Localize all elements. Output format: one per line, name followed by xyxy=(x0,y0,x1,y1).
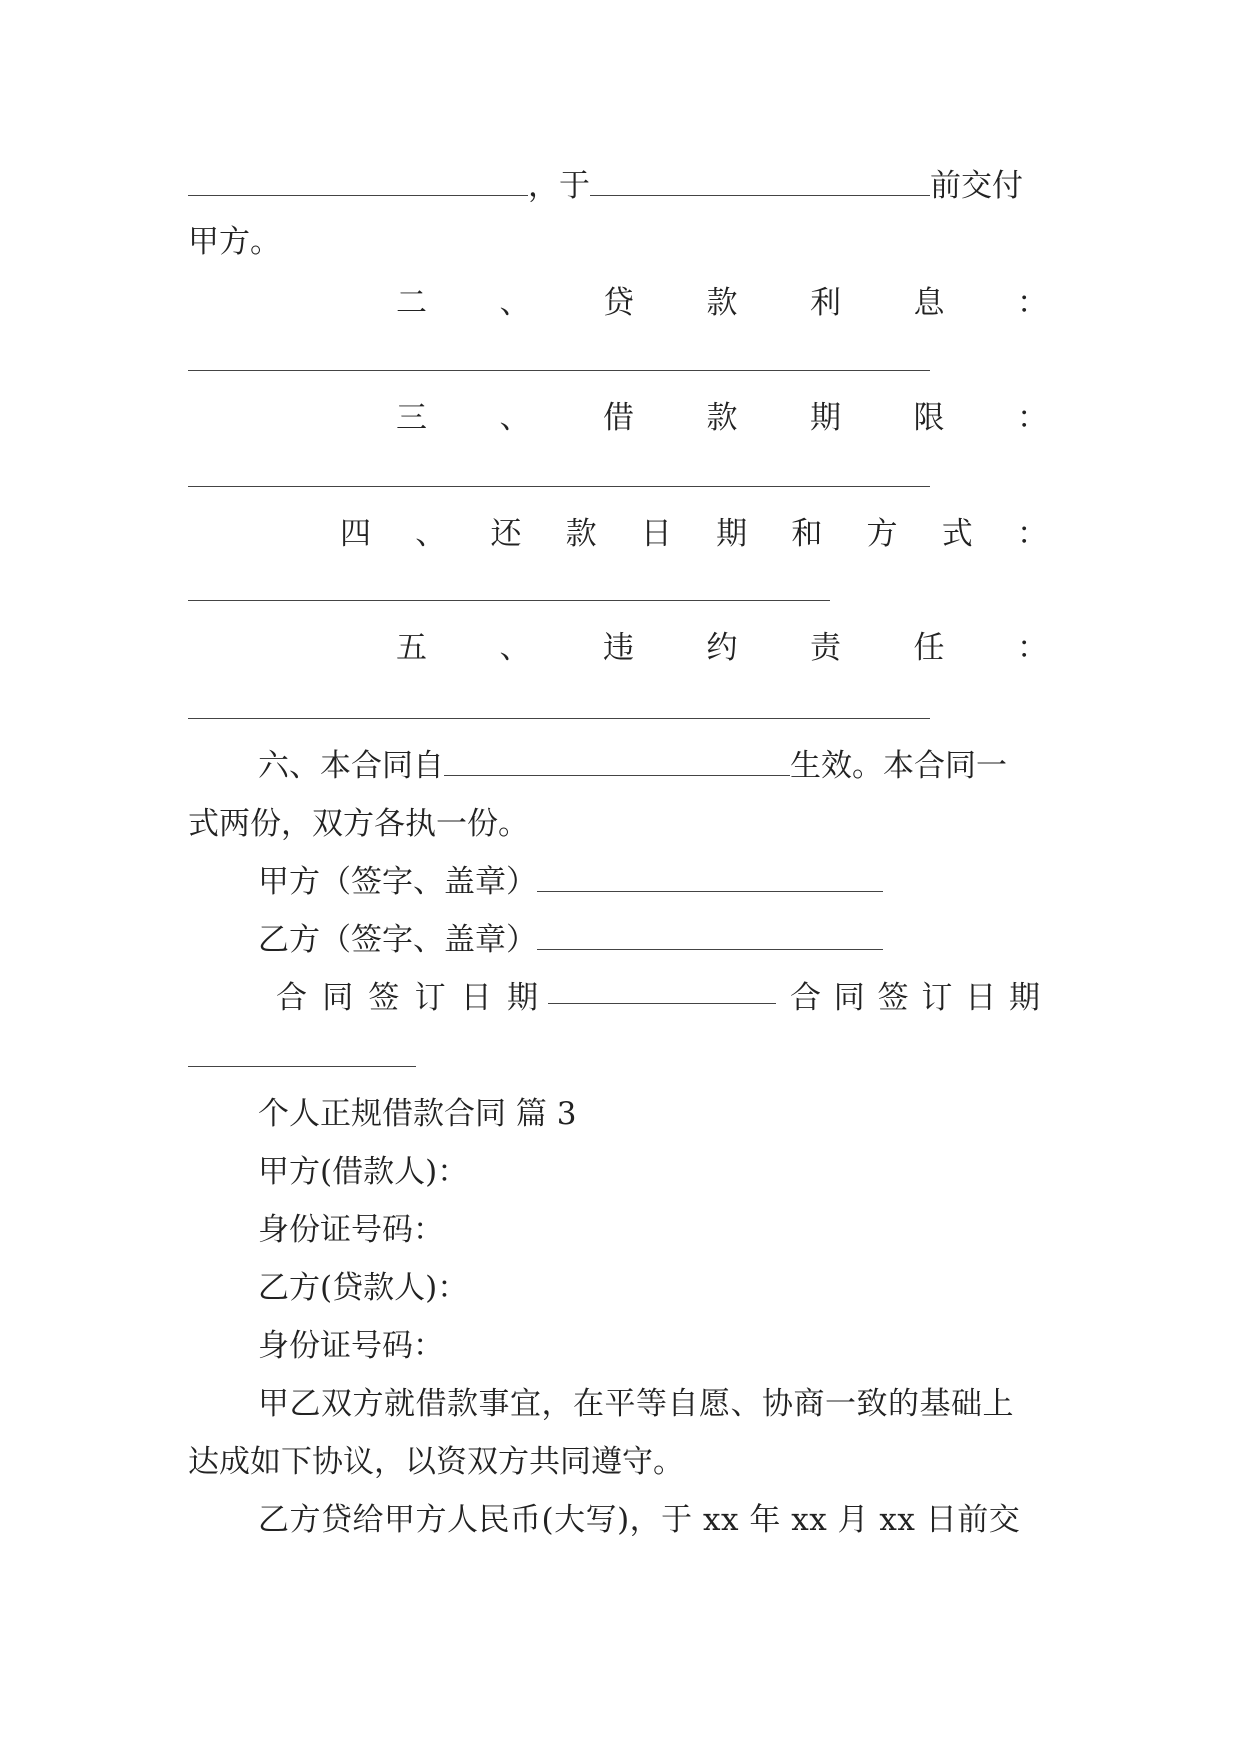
heading-loan-term-char: 、 xyxy=(499,400,531,436)
heading-breach-char: 任 xyxy=(913,630,945,666)
heading-breach-char: 责 xyxy=(810,630,841,666)
heading-breach-char: 约 xyxy=(706,630,738,666)
heading-loan-term-char: 期 xyxy=(810,400,841,436)
blank-sign-date-1[interactable] xyxy=(548,1003,776,1004)
heading-loan-interest-char: 利 xyxy=(810,285,841,321)
sign-date-1-char: 订 xyxy=(414,980,446,1016)
blank-date[interactable] xyxy=(590,169,930,196)
heading-repayment-char: 和 xyxy=(791,516,823,552)
sign-date-1-char: 签 xyxy=(368,980,400,1016)
blank-loan-interest[interactable] xyxy=(188,370,930,371)
agreement-para-line2: 达成如下协议，以资双方共同遵守。 xyxy=(188,1444,684,1480)
id-b-label: 身份证号码： xyxy=(258,1328,444,1364)
blank-sign-date-2[interactable] xyxy=(188,1066,416,1067)
loan-para-line1: 乙方贷给甲方人民币(大写)，于 xx 年 xx 月 xx 日前交 xyxy=(258,1502,1021,1538)
effective-line xyxy=(258,746,1058,786)
heading-loan-term-char: 三 xyxy=(396,400,427,436)
payment-line-cont: 甲方。 xyxy=(188,224,281,260)
signature-a-label: 甲方（签字、盖章） xyxy=(258,864,537,900)
heading-breach-char: 五 xyxy=(396,630,427,666)
blank-signature-b[interactable] xyxy=(537,923,883,950)
heading-loan-interest-char: 贷 xyxy=(603,285,634,321)
blank-loan-term[interactable] xyxy=(188,486,930,487)
heading-repayment-char: 还 xyxy=(490,516,522,552)
payment-line xyxy=(188,166,1058,206)
section-title: 个人正规借款合同 篇 3 xyxy=(258,1096,577,1132)
sign-date-1-char: 同 xyxy=(322,980,354,1016)
heading-repayment-char: 款 xyxy=(565,516,597,552)
sign-date-2-char: 合 xyxy=(790,980,821,1016)
heading-loan-interest xyxy=(396,283,1048,323)
id-a-label: 身份证号码： xyxy=(258,1212,444,1248)
signature-b-line xyxy=(258,920,1058,960)
blank-breach[interactable] xyxy=(188,718,930,719)
heading-repayment-char: 期 xyxy=(716,516,748,552)
blank-repayment[interactable] xyxy=(188,600,830,601)
sign-date-label-2 xyxy=(790,978,1040,1018)
sign-date-1-char: 合 xyxy=(276,980,307,1016)
sign-date-2-char: 同 xyxy=(833,980,865,1016)
sign-date-2-char: 期 xyxy=(1008,980,1040,1016)
heading-loan-interest-char: 款 xyxy=(706,285,738,321)
sign-date-1-char: 期 xyxy=(506,980,538,1016)
sign-date-label-1 xyxy=(276,978,538,1018)
effective-start-text: 六、本合同自 xyxy=(258,748,444,784)
party-a-label: 甲方(借款人)： xyxy=(258,1154,469,1190)
heading-repayment-char: ： xyxy=(1016,516,1048,552)
effective-line-cont: 式两份，双方各执一份。 xyxy=(188,806,529,842)
heading-repayment-char: 四 xyxy=(340,516,371,552)
heading-repayment-char: 方 xyxy=(866,516,898,552)
heading-loan-term-char: 限 xyxy=(913,400,945,436)
blank-amount[interactable] xyxy=(188,169,528,196)
signature-b-label: 乙方（签字、盖章） xyxy=(258,922,537,958)
heading-loan-interest-char: 二 xyxy=(396,285,427,321)
sign-date-2-char: 订 xyxy=(921,980,953,1016)
heading-loan-interest-char: 、 xyxy=(499,285,531,321)
sign-date-2-char: 日 xyxy=(965,980,997,1016)
blank-effective[interactable] xyxy=(444,749,790,776)
party-b-label: 乙方(贷款人)： xyxy=(258,1270,469,1306)
heading-repayment xyxy=(340,514,1048,554)
sign-date-2-char: 签 xyxy=(877,980,909,1016)
heading-breach-char: ： xyxy=(1017,630,1048,666)
heading-loan-term-char: ： xyxy=(1017,400,1048,436)
payment-end-text: 前交付 xyxy=(930,168,1023,204)
heading-breach xyxy=(396,628,1048,668)
heading-breach-char: 违 xyxy=(603,630,634,666)
effective-end-text: 生效。本合同一 xyxy=(790,748,1007,784)
payment-mid-text: ，于 xyxy=(528,168,590,204)
signature-a-line xyxy=(258,862,1058,902)
heading-breach-char: 、 xyxy=(499,630,531,666)
sign-date-1-char: 日 xyxy=(460,980,492,1016)
heading-repayment-char: 日 xyxy=(640,516,672,552)
heading-loan-term-char: 借 xyxy=(603,400,634,436)
heading-loan-interest-char: ： xyxy=(1017,285,1048,321)
heading-loan-interest-char: 息 xyxy=(913,285,945,321)
heading-loan-term xyxy=(396,398,1048,438)
blank-signature-a[interactable] xyxy=(537,865,883,892)
heading-repayment-char: 式 xyxy=(941,516,973,552)
agreement-para-line1: 甲乙双方就借款事宜，在平等自愿、协商一致的基础上 xyxy=(258,1386,1014,1422)
heading-repayment-char: 、 xyxy=(415,516,447,552)
heading-loan-term-char: 款 xyxy=(706,400,738,436)
